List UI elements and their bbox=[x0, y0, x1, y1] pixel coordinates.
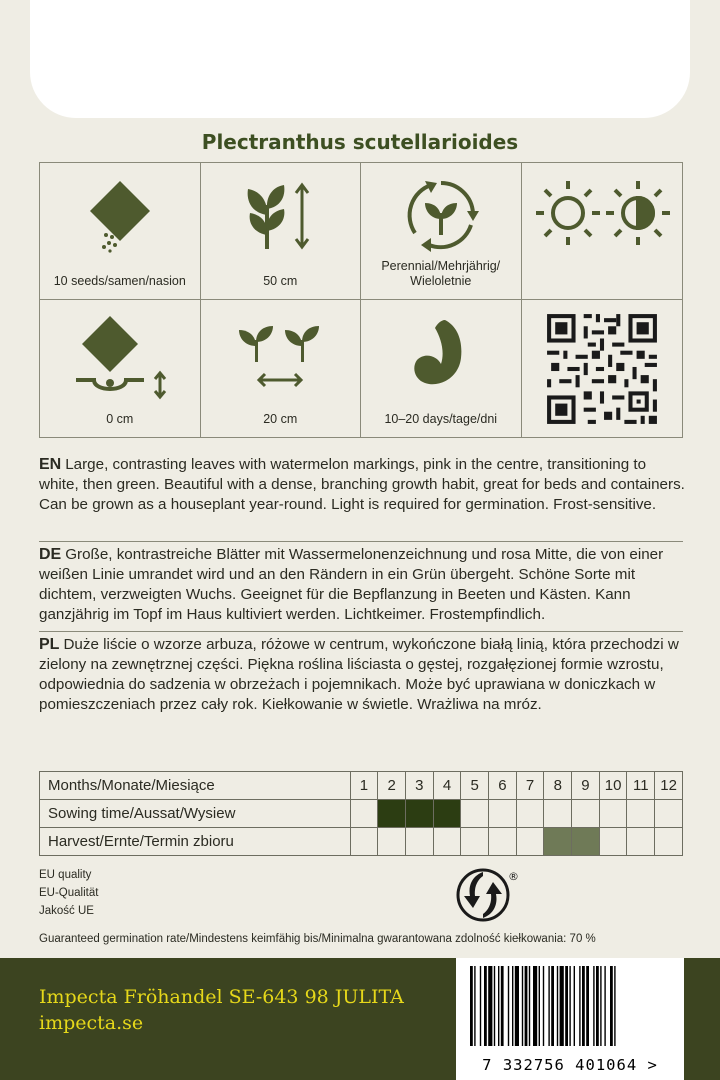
harvest-month-cell bbox=[405, 828, 433, 856]
company-website[interactable]: impecta.se bbox=[39, 1012, 144, 1034]
germination-caption: 10–20 days/tage/dni bbox=[384, 412, 498, 426]
plant-spacing-icon bbox=[235, 312, 325, 392]
depth-cell bbox=[40, 300, 201, 437]
description-pl-text: Duże liście o wzorze arbuza, różowe w centrum, wykończone białą linią, która przechodzi w zielony na zewnętrznej części. Piękna roślina liściasta o gęstej, rozgałęzionej formie wzrostu, odpowiednia do sadzenia w obrzeżach i pojemnikach. Może być uprawiana w doniczkach w pomieszczeniach przez cały rok. Kiełkowanie w świetle. Wrażliwa na mróz. bbox=[39, 636, 679, 713]
germination-rate: Guaranteed germination rate/Mindestens keimfähig bis/Minimalna gwarantowana zdolność kiełkowania: 70 % bbox=[39, 933, 596, 945]
seed-packet-icon bbox=[80, 175, 160, 255]
eu-quality-de: EU-Qualität bbox=[39, 887, 99, 899]
green-dot-icon bbox=[456, 866, 522, 924]
spacing-caption: 20 cm bbox=[263, 412, 298, 426]
lang-code-pl: PL bbox=[39, 636, 60, 653]
harvest-month-cell bbox=[655, 828, 683, 856]
harvest-month-cell bbox=[599, 828, 627, 856]
harvest-month-cell bbox=[378, 828, 406, 856]
month-cell: 7 bbox=[516, 772, 544, 800]
harvest-month-cell bbox=[572, 828, 600, 856]
month-cell: 5 bbox=[461, 772, 489, 800]
qr-code-icon[interactable] bbox=[543, 310, 661, 428]
harvest-month-cell bbox=[627, 828, 655, 856]
page-title: Plectranthus scutellarioides bbox=[201, 130, 519, 154]
description-en-text: Large, contrasting leaves with watermelon markings, pink in the centre, transitioning to white, then green. Beautiful with a dense, branching growth habit, great for beds and containers. Can be grown as a houseplant year-round. Light is required for germination. Frost-sensitive. bbox=[39, 456, 685, 513]
harvest-month-cell bbox=[489, 828, 517, 856]
sowing-month-cell bbox=[599, 800, 627, 828]
description-de bbox=[39, 545, 687, 625]
month-cell: 6 bbox=[489, 772, 517, 800]
seeds-caption: 10 seeds/samen/nasion bbox=[53, 274, 186, 288]
barcode-number: 7 332756 401064 > bbox=[482, 1056, 658, 1074]
month-cell: 12 bbox=[655, 772, 683, 800]
harvest-row bbox=[40, 828, 683, 856]
sowing-month-cell bbox=[350, 800, 378, 828]
harvest-month-cell bbox=[433, 828, 461, 856]
sowing-depth-icon bbox=[70, 312, 170, 402]
company-address: Impecta Fröhandel SE-643 98 JULITA bbox=[39, 986, 404, 1008]
harvest-label: Harvest/Ernte/Termin zbioru bbox=[40, 828, 351, 856]
sowing-calendar bbox=[39, 771, 683, 856]
lifecycle-cell bbox=[361, 163, 522, 300]
qr-cell bbox=[522, 300, 683, 437]
sowing-month-cell bbox=[544, 800, 572, 828]
divider bbox=[39, 631, 683, 632]
perennial-cycle-icon bbox=[401, 175, 481, 255]
months-label: Months/Monate/Miesiące bbox=[40, 772, 351, 800]
sowing-month-cell bbox=[655, 800, 683, 828]
month-cell: 1 bbox=[350, 772, 378, 800]
month-cell: 10 bbox=[599, 772, 627, 800]
sowing-month-cell bbox=[378, 800, 406, 828]
sowing-row bbox=[40, 800, 683, 828]
depth-caption: 0 cm bbox=[106, 412, 134, 426]
sowing-month-cell bbox=[516, 800, 544, 828]
top-cutout bbox=[30, 0, 690, 118]
month-cell: 4 bbox=[433, 772, 461, 800]
sowing-label: Sowing time/Aussat/Wysiew bbox=[40, 800, 351, 828]
sun-cell bbox=[522, 163, 683, 300]
height-caption: 50 cm bbox=[263, 274, 298, 288]
harvest-month-cell bbox=[350, 828, 378, 856]
divider bbox=[39, 541, 683, 542]
seeds-cell bbox=[40, 163, 201, 300]
sowing-month-cell bbox=[405, 800, 433, 828]
germination-cell bbox=[361, 300, 522, 437]
calendar-header-row bbox=[40, 772, 683, 800]
month-cell: 2 bbox=[378, 772, 406, 800]
barcode-bars-icon bbox=[466, 966, 674, 1046]
lang-code-en: EN bbox=[39, 456, 62, 473]
registered-mark: ® bbox=[508, 870, 519, 883]
barcode bbox=[456, 958, 684, 1080]
sowing-month-cell bbox=[627, 800, 655, 828]
description-de-text: Große, kontrastreiche Blätter mit Wassermelonenzeichnung und rosa Mitte, die von einer weißen Linie umrandet wird und an den Rändern in ein Grün übergeht. Schöne Sorte mit dichtem, verzweigten Wuchs. Geeignet für die Bepflanzung in Beeten und Kästen. Kann ganzjährig im Topf im Haus kultiviert werden. Lichtkeimer. Frostempfindlich. bbox=[39, 546, 664, 623]
month-cell: 3 bbox=[405, 772, 433, 800]
harvest-month-cell bbox=[461, 828, 489, 856]
spacing-cell bbox=[201, 300, 362, 437]
height-cell bbox=[201, 163, 362, 300]
harvest-month-cell bbox=[544, 828, 572, 856]
eu-quality bbox=[39, 866, 98, 920]
sowing-month-cell bbox=[433, 800, 461, 828]
green-dot-logo bbox=[456, 866, 522, 929]
harvest-month-cell bbox=[516, 828, 544, 856]
description-pl bbox=[39, 635, 687, 715]
eu-quality-pl: Jakość UE bbox=[39, 905, 94, 917]
icon-grid bbox=[39, 162, 683, 438]
lifecycle-caption: Perennial/Mehrjährig/ Wieloletnie bbox=[381, 259, 501, 288]
sowing-month-cell bbox=[572, 800, 600, 828]
eu-quality-en: EU quality bbox=[39, 869, 92, 881]
month-cell: 8 bbox=[544, 772, 572, 800]
sowing-month-cell bbox=[461, 800, 489, 828]
sun-partial-shade-icon bbox=[532, 175, 672, 255]
description-en bbox=[39, 455, 687, 515]
sowing-month-cell bbox=[489, 800, 517, 828]
lang-code-de: DE bbox=[39, 546, 62, 563]
seed-sprout-icon bbox=[401, 312, 481, 392]
plant-height-icon bbox=[240, 175, 320, 255]
month-cell: 9 bbox=[572, 772, 600, 800]
month-cell: 11 bbox=[627, 772, 655, 800]
